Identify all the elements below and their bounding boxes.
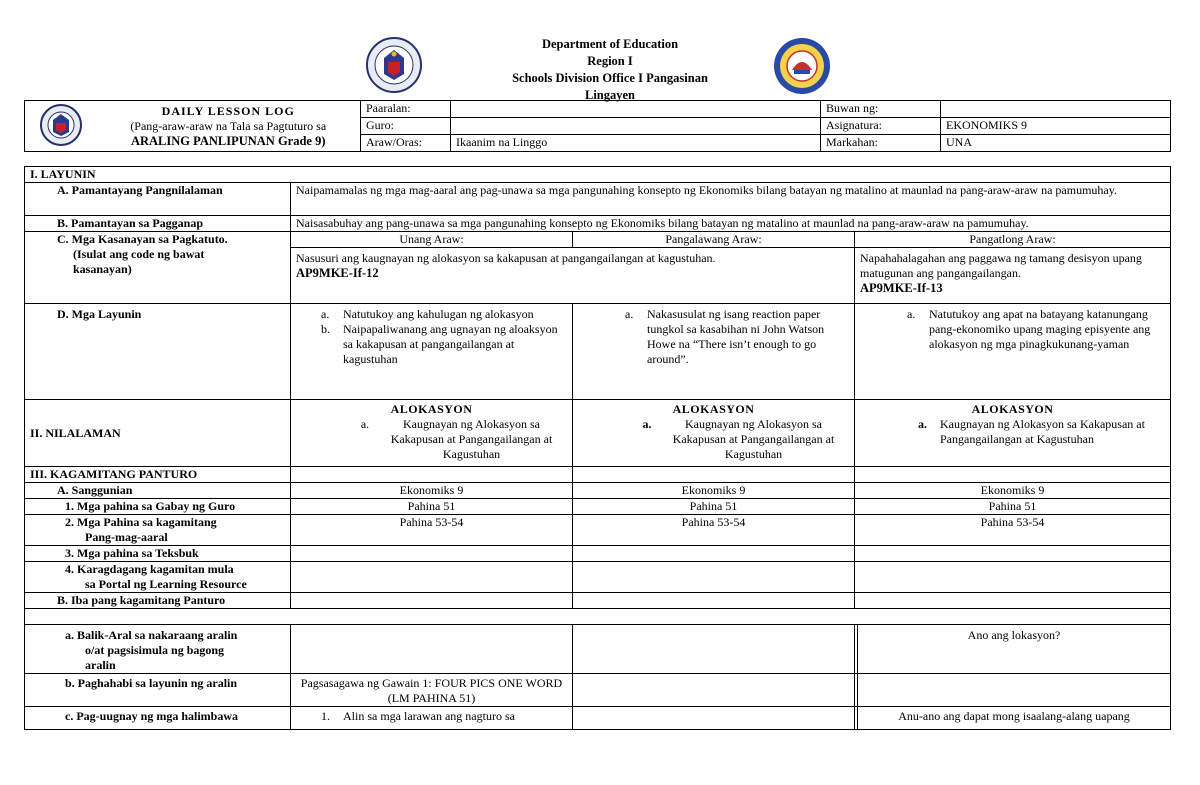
header-block (470, 36, 750, 104)
division-name: Schools Division Office I Pangasinan (512, 71, 708, 85)
day3-pag-uugnay: Anu-ano ang dapat mong isaalang-alang uapang (858, 707, 1171, 730)
markahan-label: Markahan: (821, 135, 941, 152)
day3-layunin-item-a: a. Natutukoy ang apat na batayang katanungang pang-ekonomiko upang maging episyente ang alokasyon ng mga pinagkukunang-yaman (907, 307, 1151, 351)
portal-label1: 4. Karagdagang kagamitan mula (65, 562, 234, 576)
day2-layunin (573, 304, 855, 400)
paghahabi-label: b. Paghahabi sa layunin ng aralin (25, 674, 291, 707)
kasanayan-sub2: kasanayan) (73, 262, 132, 276)
day3-nilalaman-item: Kaugnayan ng Alokasyon sa Kakapusan at Pangangailangan at Kagustuhan (940, 417, 1145, 446)
day1-sanggunian: Ekonomiks 9 (291, 483, 573, 499)
pag-uugnay-label: c. Pag-uugnay ng mga halimbawa (25, 707, 291, 730)
asignatura-value: EKONOMIKS 9 (941, 118, 1171, 135)
kasanayan-text3: Napahahalagahan ang paggawa ng tamang desisyon upang matugunan ang pangangailangan. (860, 251, 1142, 280)
day3-gabay: Pahina 51 (855, 499, 1171, 515)
day2-nilalaman-item: Kaugnayan ng Alokasyon sa Kakapusan at Pangangailangan at Kagustuhan (672, 417, 835, 461)
day1-nilalaman-item: Kaugnayan ng Alokasyon sa Kakapusan at Pangangailangan at Kagustuhan (390, 417, 553, 461)
day2-nilalaman: ALOKASYON a. Kaugnayan ng Alokasyon sa Kakapusan at Pangangailangan at Kagustuhan (573, 400, 855, 467)
araw-oras-label: Araw/Oras: (361, 135, 451, 152)
kasanayan-code3: AP9MKE-If-13 (860, 281, 943, 295)
daily-lesson-log-header (24, 100, 1171, 152)
day3-mag-aaral: Pahina 53-54 (855, 515, 1171, 546)
day1-paghahabi: Pagsasagawa ng Gawain 1: FOUR PICS ONE WORD (LM PAHINA 51) (291, 674, 573, 707)
day1-alokasyon: ALOKASYON (390, 402, 473, 416)
deped-seal-icon (365, 36, 423, 94)
gabay-label: 1. Mga pahina sa Gabay ng Guro (25, 499, 291, 515)
pangnilalaman-text: Naipamamalas ng mga mag-aaral ang pag-unawa sa mga pangunahing konsepto ng Ekonomiks bilang batayan ng matalino at maunlad na pang-araw-araw na pamumuhay. (291, 183, 1171, 216)
paaralan-label: Paaralan: (361, 101, 451, 118)
mag-aaral-cell (25, 515, 291, 546)
day3-sanggunian: Ekonomiks 9 (855, 483, 1171, 499)
day2-sanggunian: Ekonomiks 9 (573, 483, 855, 499)
balik-label1: a. Balik-Aral sa nakaraang aralin (65, 628, 238, 642)
kasanayan-day1-2 (291, 248, 855, 304)
day2-header: Pangalawang Araw: (573, 232, 855, 248)
day3-header: Pangatlong Araw: (855, 232, 1171, 248)
log-subject-grade: ARALING PANLIPUNAN Grade 9) (130, 133, 326, 148)
layunin-label: D. Mga Layunin (25, 304, 291, 400)
day1-pag-uugnay: 1. Alin sa mga larawan ang nagturo sa (291, 707, 573, 730)
day3-alokasyon: ALOKASYON (971, 402, 1054, 416)
log-subtitle: (Pang-araw-araw na Tala sa Pagtuturo sa (130, 118, 327, 133)
spacer-row (25, 609, 1171, 625)
paaralan-value (451, 101, 821, 118)
day2-alokasyon: ALOKASYON (672, 402, 755, 416)
kasanayan-cell (25, 232, 291, 304)
mag-aaral-label2: Pang-mag-aaral (85, 530, 168, 544)
kasanayan-sub1: (Isulat ang code ng bawat (73, 247, 205, 261)
pagganap-text: Naisasabuhay ang pang-unawa sa mga pangunahing konsepto ng Ekonomiks bilang batayan ng matalino at maunlad na pang-araw-araw na pamumuhay. (291, 216, 1171, 232)
day1-layunin-item-b: b. Naipapaliwanang ang ugnayan ng aloaksyon sa kakapusan at pangangailangan at kagustuhan (321, 322, 558, 366)
log-title: DAILY LESSON LOG (161, 103, 295, 118)
kasanayan-day3 (855, 248, 1171, 304)
pagganap-label: B. Pamantayan sa Pagganap (25, 216, 291, 232)
day3-layunin (855, 304, 1171, 400)
araw-oras-value: Ikaanim na Linggo (451, 135, 821, 152)
kagamitan-heading: III. KAGAMITANG PANTURO (25, 467, 291, 483)
day3-balik-aral: Ano ang lokasyon? (858, 625, 1171, 674)
department-name: Department of Education (541, 37, 679, 51)
day2-mag-aaral: Pahina 53-54 (573, 515, 855, 546)
city-name: Lingayen (584, 88, 635, 102)
division-seal-icon (772, 36, 832, 96)
day1-pag-uugnay-text: Alin sa mga larawan ang nagturo sa (343, 709, 515, 723)
nilalaman-label: II. NILALAMAN (25, 400, 291, 467)
deped-logo-icon (39, 103, 83, 147)
day1-gabay: Pahina 51 (291, 499, 573, 515)
portal-cell (25, 562, 291, 593)
day1-nilalaman: ALOKASYON a. Kaugnayan ng Alokasyon sa Kakapusan at Pangangailangan at Kagustuhan (291, 400, 573, 467)
kasanayan-text1: Nasusuri ang kaugnayan ng alokasyon sa kakapusan at pangangailangan at kagustuhan. (296, 251, 716, 265)
buwan-label: Buwan ng: (821, 101, 941, 118)
day3-nilalaman: ALOKASYON a. Kaugnayan ng Alokasyon sa Kakapusan at Pangangailangan at Kagustuhan (855, 400, 1171, 467)
buwan-value (941, 101, 1171, 118)
balik-label3: aralin (85, 658, 116, 672)
guro-label: Guro: (361, 118, 451, 135)
portal-label2: sa Portal ng Learning Resource (85, 577, 247, 591)
sanggunian-label: A. Sanggunian (25, 483, 291, 499)
day1-layunin (291, 304, 573, 400)
kasanayan-label: C. Mga Kasanayan sa Pagkatuto. (57, 232, 228, 246)
kasanayan-code1: AP9MKE-If-12 (296, 266, 379, 280)
day2-gabay: Pahina 51 (573, 499, 855, 515)
day2-layunin-item-a: a. Nakasusulat ng isang reaction paper tungkol sa kasabihan ni John Watson Howe na “There isn’t enough to go around”. (625, 307, 825, 366)
layunin-heading: I. LAYUNIN (25, 167, 1171, 183)
asignatura-label: Asignatura: (821, 118, 941, 135)
lesson-plan-table (24, 166, 1171, 730)
iba-label: B. Iba pang kagamitang Panturo (25, 593, 291, 609)
markahan-value: UNA (941, 135, 1171, 152)
guro-value (451, 118, 821, 135)
mag-aaral-label1: 2. Mga Pahina sa kagamitang (65, 515, 217, 529)
teksbuk-label: 3. Mga pahina sa Teksbuk (25, 546, 291, 562)
region-name: Region I (587, 54, 633, 68)
day1-header: Unang Araw: (291, 232, 573, 248)
pangnilalaman-label: A. Pamantayang Pangnilalaman (25, 183, 291, 216)
balik-aral-cell (25, 625, 291, 674)
day1-mag-aaral: Pahina 53-54 (291, 515, 573, 546)
day1-layunin-item-a: a. Natutukoy ang kahulugan ng alokasyon (321, 307, 534, 321)
balik-label2: o/at pagsisimula ng bagong (85, 643, 225, 657)
